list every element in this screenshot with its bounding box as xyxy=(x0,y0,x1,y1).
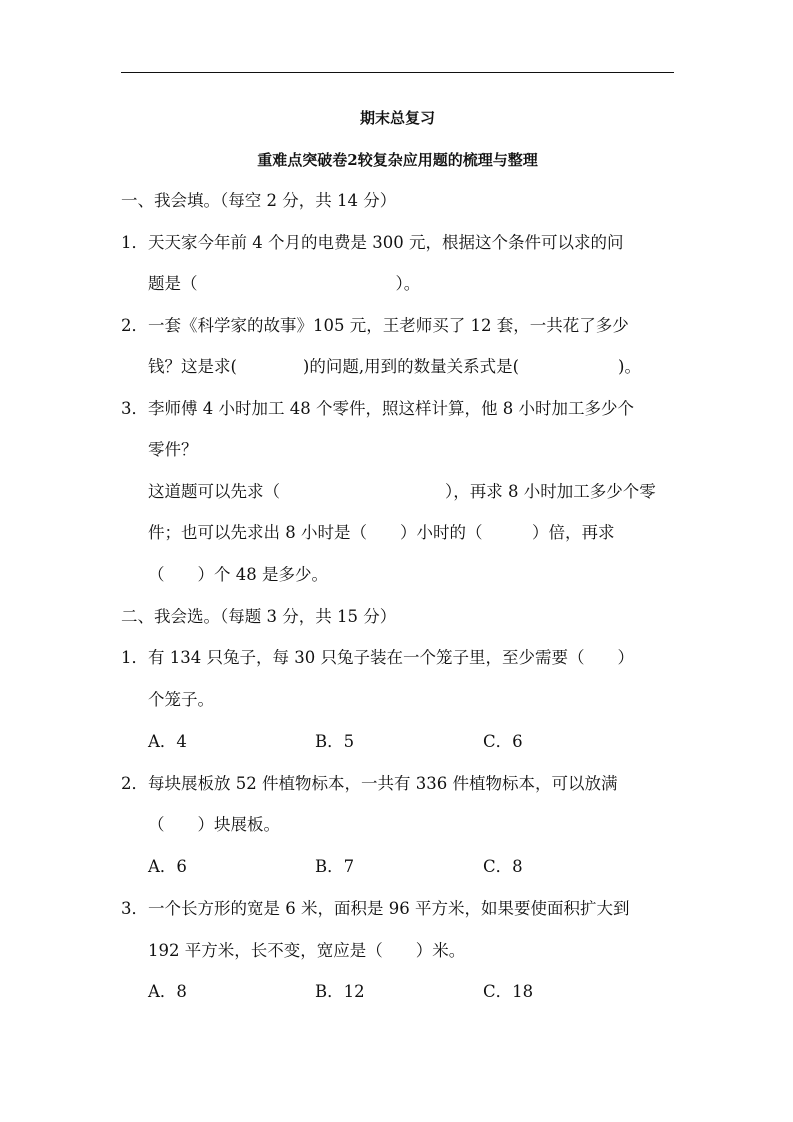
s2-q2-choice-a[interactable]: A．6 xyxy=(148,857,187,876)
s2-q2-choice-b[interactable]: B．7 xyxy=(315,857,355,876)
s1-q1-line2: 题是（ ）。 xyxy=(148,274,421,293)
section2-heading: 二、我会选。（每题 3 分，共 15 分） xyxy=(121,607,397,626)
s2-q2-line1: 2．每块展板放 52 件植物标本，一共有 336 件植物标本，可以放满 xyxy=(121,774,618,793)
s1-q2-line1: 2．一套《科学家的故事》105 元，王老师买了 12 套，一共花了多少 xyxy=(121,316,629,335)
page-title: 期末总复习 xyxy=(359,109,435,127)
s1-q3-line2: 零件？ xyxy=(148,440,198,459)
s1-q3-line4: 件；也可以先求出 8 小时是（ ）小时的（ ）倍，再求 xyxy=(148,523,615,542)
s1-q3-line5: （ ）个 48 是多少。 xyxy=(148,565,328,584)
s2-q2-choice-c[interactable]: C．8 xyxy=(483,857,523,876)
s2-q3-choice-c[interactable]: C．18 xyxy=(483,982,534,1001)
s2-q3-line2: 192 平方米，长不变，宽应是（ ）米。 xyxy=(148,941,466,960)
s2-q3-choice-b[interactable]: B．12 xyxy=(315,982,365,1001)
page-subtitle: 重难点突破卷2较复杂应用题的梳理与整理 xyxy=(257,151,538,169)
s2-q2-line2: （ ）块展板。 xyxy=(148,815,280,834)
s2-q1-line1: 1．有 134 只兔子，每 30 只兔子装在一个笼子里，至少需要（ ） xyxy=(121,648,634,667)
s2-q3-line1: 3．一个长方形的宽是 6 米，面积是 96 平方米，如果要使面积扩大到 xyxy=(121,899,630,918)
section1-heading: 一、我会填。（每空 2 分，共 14 分） xyxy=(121,191,397,210)
s2-q3-choice-a[interactable]: A．8 xyxy=(148,982,187,1001)
s1-q3-line3: 这道题可以先求（ ），再求 8 小时加工多少个零 xyxy=(148,482,656,501)
s2-q1-line2: 个笼子。 xyxy=(148,690,214,709)
s2-q1-choice-b[interactable]: B．5 xyxy=(315,732,355,751)
s2-q1-choice-a[interactable]: A．4 xyxy=(148,732,187,751)
s1-q2-line2: 钱？这是求( )的问题,用到的数量关系式是( )。 xyxy=(148,357,641,376)
s2-q1-choice-c[interactable]: C．6 xyxy=(483,732,523,751)
s1-q1-line1: 1．天天家今年前 4 个月的电费是 300 元，根据这个条件可以求的问 xyxy=(121,233,624,252)
header-rule xyxy=(121,72,674,73)
s1-q3-line1: 3．李师傅 4 小时加工 48 个零件，照这样计算，他 8 小时加工多少个 xyxy=(121,399,634,418)
